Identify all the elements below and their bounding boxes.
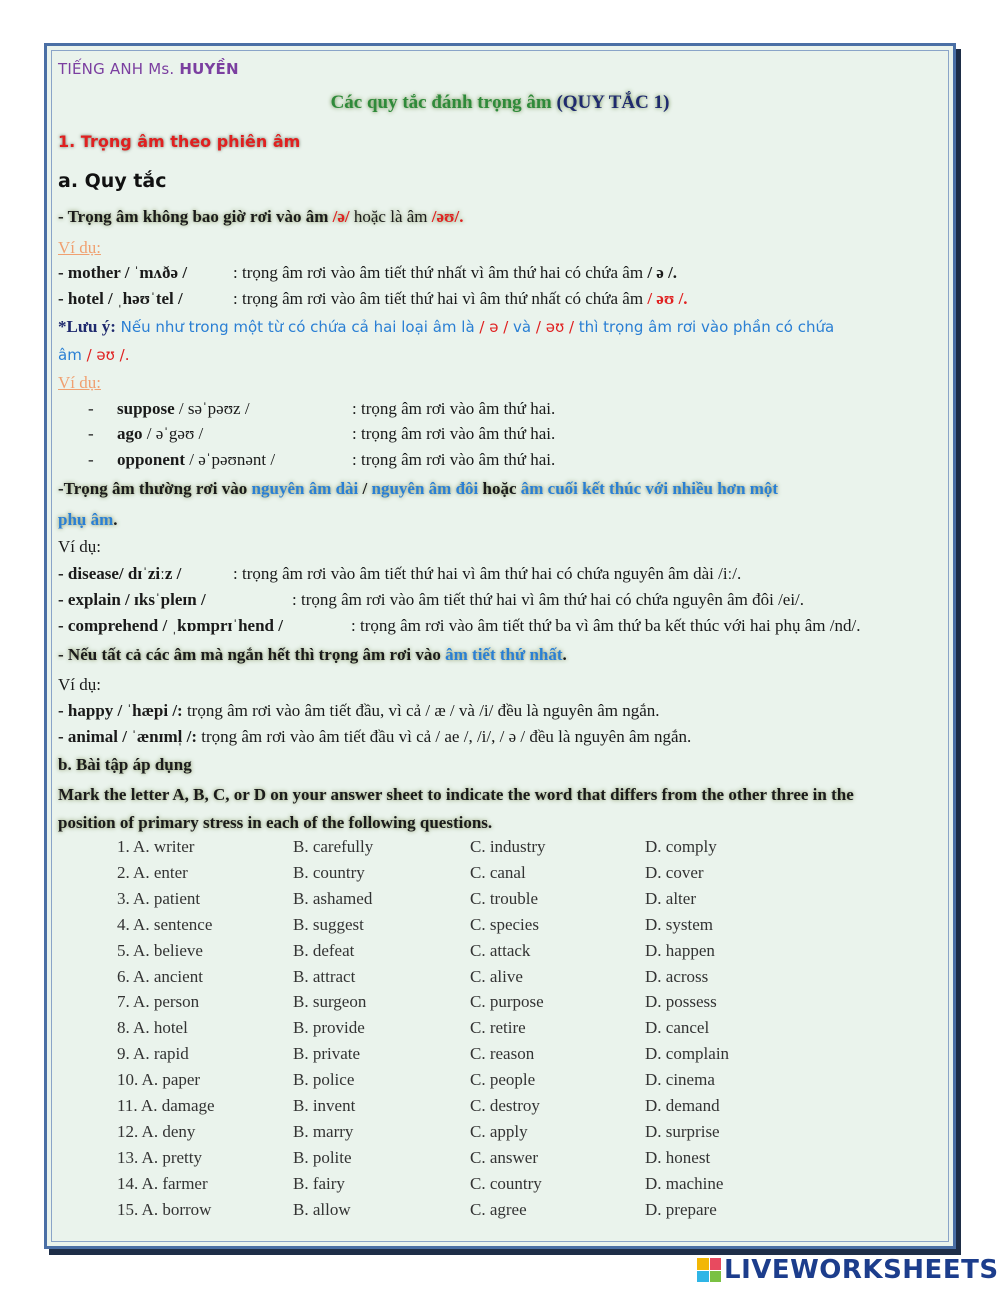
option-d: D. machine xyxy=(645,1174,724,1193)
option-a: 14. A. farmer xyxy=(117,1174,208,1193)
option-d: D. surprise xyxy=(645,1122,720,1141)
option-b: B. police xyxy=(293,1070,355,1089)
title-main: Các quy tắc đánh trọng âm xyxy=(330,92,552,113)
vidu-label-4: Ví dụ: xyxy=(58,675,101,694)
option-a: 9. A. rapid xyxy=(117,1044,189,1063)
option-a: 4. A. sentence xyxy=(117,915,213,934)
rule-2-line-1: -Trọng âm thường rơi vào nguyên âm dài / nguyên âm đôi hoặc âm cuối kết thúc với nhiều hơn một xyxy=(58,479,779,498)
example-disease-desc: : trọng âm rơi vào âm tiết thứ hai vì âm thứ hai có chứa nguyên âm dài /iː/. xyxy=(233,564,742,583)
instruction-line-1: Mark the letter A, B, C, or D on your answer sheet to indicate the word that differs from the other three in the xyxy=(58,785,854,804)
logo-tile xyxy=(697,1258,709,1270)
option-a: 2. A. enter xyxy=(117,863,188,882)
option-b: B. ashamed xyxy=(293,889,373,908)
example-disease-word: - disease/ dɪˈziːz / xyxy=(58,564,182,583)
section-1-heading: 1. Trọng âm theo phiên âm xyxy=(58,132,301,151)
title-rule: (QUY TẮC 1) xyxy=(551,92,670,113)
option-c: C. people xyxy=(470,1070,536,1089)
option-c: C. answer xyxy=(470,1148,538,1167)
option-a: 8. A. hotel xyxy=(117,1018,188,1037)
vidu-label-1: Ví dụ: xyxy=(58,238,101,257)
option-d: D. cancel xyxy=(645,1018,710,1037)
option-d: D. cinema xyxy=(645,1070,715,1089)
example-animal: - animal / ˈænɪml̩ /: trọng âm rơi vào âm tiết đầu vì cả / ae /, /i/, / ə / đều là nguyên âm ngắn. xyxy=(58,727,692,746)
option-c: C. destroy xyxy=(470,1096,540,1115)
page-title xyxy=(0,92,1000,114)
dash-example-desc: : trọng âm rơi vào âm thứ hai. xyxy=(352,399,556,418)
note-line-1: *Lưu ý: Nếu như trong một từ có chứa cả hai loại âm là / ə / và / əʊ / thì trọng âm rơi vào phần có chứa xyxy=(58,317,835,336)
dash-bullet: - xyxy=(88,450,94,469)
dash-bullet: - xyxy=(88,399,94,418)
example-comprehend-desc: : trọng âm rơi vào âm tiết thứ ba vì âm thứ ba kết thúc với hai phụ âm /nd/. xyxy=(351,616,861,635)
option-c: C. reason xyxy=(470,1044,535,1063)
logo-tile xyxy=(710,1258,722,1270)
option-b: B. invent xyxy=(293,1096,356,1115)
option-d: D. happen xyxy=(645,941,715,960)
option-a: 7. A. person xyxy=(117,992,200,1011)
option-b: B. suggest xyxy=(293,915,364,934)
option-c: C. agree xyxy=(470,1200,527,1219)
option-c: C. retire xyxy=(470,1018,526,1037)
rule-2-line-2: phụ âm. xyxy=(58,510,118,529)
option-d: D. cover xyxy=(645,863,704,882)
rule-1: - Trọng âm không bao giờ rơi vào âm /ə/ hoặc là âm /əʊ/. xyxy=(58,207,464,226)
option-d: D. complain xyxy=(645,1044,730,1063)
option-c: C. industry xyxy=(470,837,546,856)
author-header xyxy=(58,60,239,78)
example-explain-word: - explain / ɪksˈpleɪn / xyxy=(58,590,206,609)
logo-text: LIVEWORKSHEETS xyxy=(724,1255,999,1285)
option-d: D. honest xyxy=(645,1148,711,1167)
example-hotel-word: - hotel / ˌhəʊˈtel / xyxy=(58,289,183,308)
dash-bullet: - xyxy=(88,424,94,443)
header-name: HUYỀN xyxy=(179,60,239,78)
logo-tile xyxy=(697,1271,709,1283)
example-mother-desc: : trọng âm rơi vào âm tiết thứ nhất vì âm thứ hai có chứa âm / ə /. xyxy=(233,263,678,282)
dash-example-desc: : trọng âm rơi vào âm thứ hai. xyxy=(352,450,556,469)
option-a: 5. A. believe xyxy=(117,941,203,960)
option-c: C. alive xyxy=(470,967,523,986)
dash-example-desc: : trọng âm rơi vào âm thứ hai. xyxy=(352,424,556,443)
option-a: 6. A. ancient xyxy=(117,967,203,986)
option-a: 15. A. borrow xyxy=(117,1200,212,1219)
option-c: C. apply xyxy=(470,1122,528,1141)
example-comprehend-word: - comprehend / ˌkɒmprɪˈhend / xyxy=(58,616,283,635)
option-b: B. marry xyxy=(293,1122,354,1141)
option-a: 13. A. pretty xyxy=(117,1148,202,1167)
option-d: D. across xyxy=(645,967,709,986)
vidu-label-2: Ví dụ: xyxy=(58,373,101,392)
option-b: B. defeat xyxy=(293,941,355,960)
instruction-line-2: position of primary stress in each of the following questions. xyxy=(58,813,493,832)
option-c: C. country xyxy=(470,1174,542,1193)
example-hotel-desc: : trọng âm rơi vào âm tiết thứ hai vì âm thứ nhất có chứa âm / əʊ /. xyxy=(233,289,688,308)
option-c: C. purpose xyxy=(470,992,544,1011)
option-a: 11. A. damage xyxy=(117,1096,215,1115)
option-d: D. prepare xyxy=(645,1200,717,1219)
liveworksheets-logo xyxy=(697,1257,999,1283)
option-b: B. provide xyxy=(293,1018,365,1037)
option-b: B. private xyxy=(293,1044,361,1063)
option-b: B. country xyxy=(293,863,365,882)
dash-example: ago / əˈgəʊ / xyxy=(117,424,204,443)
option-c: C. species xyxy=(470,915,539,934)
option-a: 12. A. deny xyxy=(117,1122,196,1141)
option-d: D. system xyxy=(645,915,713,934)
option-b: B. polite xyxy=(293,1148,352,1167)
rule-3: - Nếu tất cả các âm mà ngắn hết thì trọng âm rơi vào âm tiết thứ nhất. xyxy=(58,645,567,664)
option-a: 3. A. patient xyxy=(117,889,201,908)
option-b: B. fairy xyxy=(293,1174,345,1193)
option-c: C. trouble xyxy=(470,889,538,908)
example-mother-word: - mother / ˈmʌðə / xyxy=(58,263,188,282)
option-b: B. surgeon xyxy=(293,992,367,1011)
option-d: D. comply xyxy=(645,837,717,856)
example-explain-desc: : trọng âm rơi vào âm tiết thứ hai vì âm thứ hai có chứa nguyên âm đôi /ei/. xyxy=(292,590,805,609)
liveworksheets-logo-icon xyxy=(697,1258,721,1282)
dash-example: opponent / əˈpəʊnənt / xyxy=(117,450,276,469)
option-a: 1. A. writer xyxy=(117,837,195,856)
dash-example: suppose / səˈpəʊz / xyxy=(117,399,250,418)
logo-tile xyxy=(710,1271,722,1283)
example-happy: - happy / ˈhæpi /: trọng âm rơi vào âm tiết đầu, vì cả / æ / và /i/ đều là nguyên âm ngắn. xyxy=(58,701,660,720)
section-b-heading: b. Bài tập áp dụng xyxy=(58,755,192,774)
option-d: D. possess xyxy=(645,992,717,1011)
option-c: C. canal xyxy=(470,863,526,882)
option-a: 10. A. paper xyxy=(117,1070,201,1089)
option-b: B. allow xyxy=(293,1200,351,1219)
option-b: B. carefully xyxy=(293,837,374,856)
note-line-2: âm / əʊ /. xyxy=(58,346,130,364)
option-d: D. alter xyxy=(645,889,696,908)
option-c: C. attack xyxy=(470,941,531,960)
section-a-heading: a. Quy tắc xyxy=(58,170,167,192)
option-b: B. attract xyxy=(293,967,356,986)
option-d: D. demand xyxy=(645,1096,720,1115)
header-prefix: TIẾNG ANH Ms. xyxy=(58,60,180,78)
vidu-label-3: Ví dụ: xyxy=(58,537,101,556)
